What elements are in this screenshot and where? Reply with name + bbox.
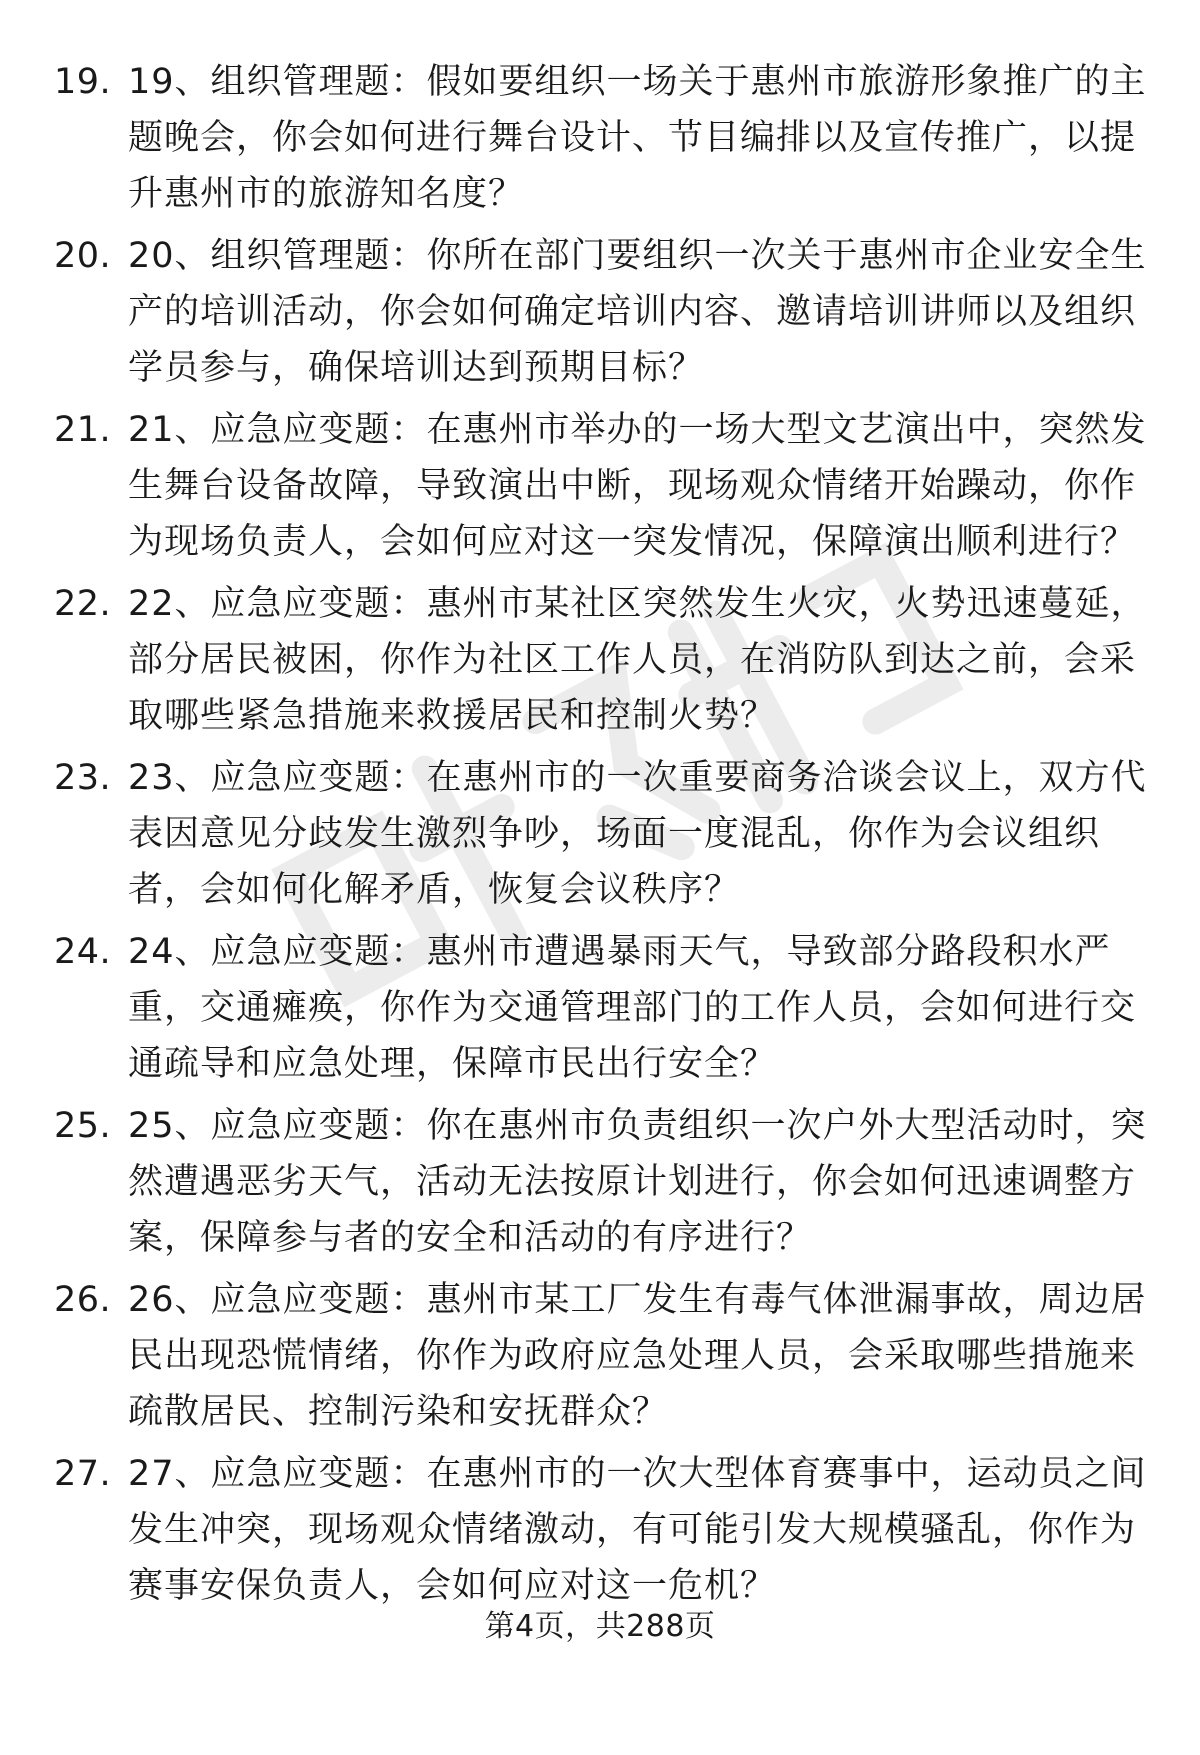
question-number: 24. — [54, 932, 112, 972]
question-line: 26、应急应变题：惠州市某工厂发生有毒气体泄漏事故，周边居 — [128, 1280, 1147, 1320]
question-line: 22、应急应变题：惠州市某社区突然发生火灾，火势迅速蔓延， — [128, 584, 1147, 624]
question-line: 案，保障参与者的安全和活动的有序进行？ — [128, 1218, 813, 1258]
question-item — [0, 1272, 1200, 1446]
question-line: 取哪些紧急措施来救援居民和控制火势？ — [128, 696, 777, 736]
question-item — [0, 1446, 1200, 1620]
question-text — [128, 924, 1158, 1092]
question-line: 产的培训活动，你会如何确定培训内容、邀请培训讲师以及组织 — [128, 292, 1137, 332]
question-line: 20、组织管理题：你所在部门要组织一次关于惠州市企业安全生 — [128, 236, 1147, 276]
question-text — [128, 1098, 1158, 1266]
question-number: 19. — [54, 62, 112, 102]
question-line: 学员参与，确保培训达到预期目标？ — [128, 348, 705, 388]
question-number: 22. — [54, 584, 112, 624]
question-number: 26. — [54, 1280, 112, 1320]
page-footer: 第4页，共288页 — [484, 1609, 716, 1644]
question-line: 部分居民被困，你作为社区工作人员，在消防队到达之前，会采 — [128, 640, 1137, 680]
question-number: 21. — [54, 410, 112, 450]
question-item — [0, 924, 1200, 1098]
question-line: 生舞台设备故障，导致演出中断，现场观众情绪开始躁动，你作 — [128, 466, 1137, 506]
question-line: 重，交通瘫痪，你作为交通管理部门的工作人员，会如何进行交 — [128, 988, 1137, 1028]
question-text — [128, 228, 1158, 396]
question-line: 表因意见分歧发生激烈争吵，场面一度混乱，你作为会议组织 — [128, 814, 1101, 854]
question-line: 24、应急应变题：惠州市遭遇暴雨天气，导致部分路段积水严 — [128, 932, 1111, 972]
question-line: 23、应急应变题：在惠州市的一次重要商务洽谈会议上，双方代 — [128, 758, 1147, 798]
question-line: 疏散居民、控制污染和安抚群众？ — [128, 1392, 669, 1432]
question-item — [0, 576, 1200, 750]
question-number: 27. — [54, 1454, 112, 1494]
question-text — [128, 576, 1158, 744]
question-line: 赛事安保负责人，会如何应对这一危机？ — [128, 1566, 777, 1606]
question-line: 题晚会，你会如何进行舞台设计、节目编排以及宣传推广，以提 — [128, 118, 1137, 158]
question-item — [0, 54, 1200, 228]
question-item — [0, 750, 1200, 924]
question-text — [128, 1446, 1158, 1614]
question-line: 通疏导和应急处理，保障市民出行安全？ — [128, 1044, 777, 1084]
question-line: 升惠州市的旅游知名度？ — [128, 174, 525, 214]
question-item — [0, 1098, 1200, 1272]
question-line: 然遭遇恶劣天气，活动无法按原计划进行，你会如何迅速调整方 — [128, 1162, 1137, 1202]
question-line: 21、应急应变题：在惠州市举办的一场大型文艺演出中，突然发 — [128, 410, 1147, 450]
question-number: 20. — [54, 236, 112, 276]
question-text — [128, 750, 1158, 918]
question-line: 为现场负责人，会如何应对这一突发情况，保障演出顺利进行？ — [128, 522, 1137, 562]
question-number: 23. — [54, 758, 112, 798]
question-number: 25. — [54, 1106, 112, 1146]
question-text — [128, 1272, 1158, 1440]
question-item — [0, 402, 1200, 576]
question-line: 者，会如何化解矛盾，恢复会议秩序？ — [128, 870, 741, 910]
question-line: 19、组织管理题：假如要组织一场关于惠州市旅游形象推广的主 — [128, 62, 1147, 102]
question-list — [0, 54, 1200, 1620]
question-text — [128, 402, 1158, 570]
question-line: 27、应急应变题：在惠州市的一次大型体育赛事中，运动员之间 — [128, 1454, 1147, 1494]
question-line: 25、应急应变题：你在惠州市负责组织一次户外大型活动时，突 — [128, 1106, 1147, 1146]
question-item — [0, 228, 1200, 402]
question-text — [128, 54, 1158, 222]
question-line: 民出现恐慌情绪，你作为政府应急处理人员，会采取哪些措施来 — [128, 1336, 1137, 1376]
question-line: 发生冲突，现场观众情绪激动，有可能引发大规模骚乱，你作为 — [128, 1510, 1137, 1550]
